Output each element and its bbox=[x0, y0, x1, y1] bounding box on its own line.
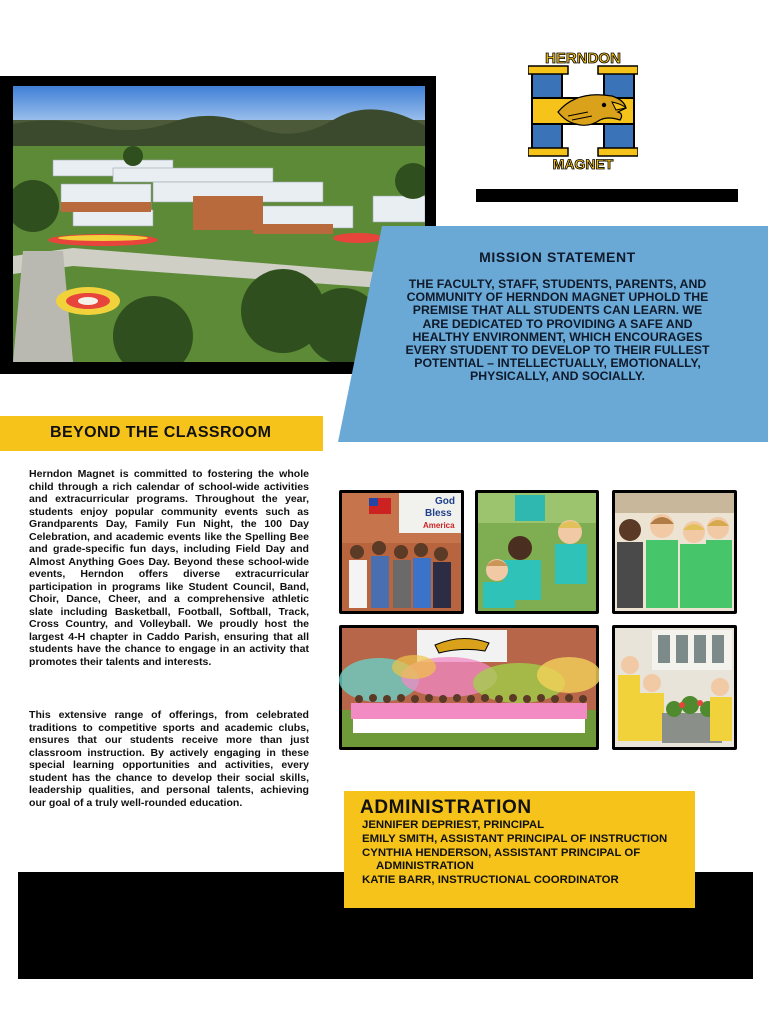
photo-students-green-shirts bbox=[612, 490, 737, 614]
beyond-paragraph-1: Herndon Magnet is committed to fostering the whole child through a rich calendar of school-wide activities and extracurricular programs. Throughout the year, students enjoy popular community events such as Grandparents Day, Family Fun Night, the 100 Day Celebration, and academic events like the Spelling Bee and grade-specific fun days, including Field Day and Almost Anything Goes Day. Beyond these school-wide events, Herndon offers diverse extracurricular participation in programs like Student Council, Band, Choir, Dance, Cheer, and a comprehensive athletic slate including Basketball, Football, Softball, Track, Cross Country, and Volleyball. We proudly host the largest 4-H chapter in Caddo Parish, ensuring that all students have the chance to engage in an activity that promotes their talents and interests. bbox=[29, 468, 309, 668]
photo-color-run bbox=[339, 625, 599, 750]
sign-text-1: God bbox=[435, 496, 455, 507]
photo-students-gardening bbox=[612, 625, 737, 750]
school-logo bbox=[528, 50, 638, 172]
sign-text-2: Bless bbox=[425, 508, 452, 519]
beyond-title: BEYOND THE CLASSROOM bbox=[50, 424, 272, 441]
admin-member: JENNIFER DEPRIEST, PRINCIPAL bbox=[362, 819, 545, 831]
administration-list bbox=[362, 819, 692, 888]
mission-text: THE FACULTY, STAFF, STUDENTS, PARENTS, AND COMMUNITY OF HERNDON MAGNET UPHOLD THE PREMISE THAT ALL STUDENTS CAN LEARN. WE ARE DEDICATED TO PROVIDING A SAFE AND HEALTHY ENVIRONMENT, WHICH ENCOURAGES EVERY STUDENT TO DEVELOP TO THEIR FULLEST POTENTIAL – INTELLECTUALLY, EMOTIONALLY, PHYSICALLY, AND SOCIALLY. bbox=[405, 277, 710, 384]
logo-divider-bar bbox=[476, 189, 738, 202]
beyond-paragraph-2: This extensive range of offerings, from celebrated traditions to competitive sports and academic clubs, ensures that our students receive more than just classroom instruction. By actively engaging in these special learning opportunities and activities, every student has the chance to develop their social skills, leadership qualities, and personal talents, achieving our goal of a truly well-rounded education. bbox=[29, 709, 309, 809]
admin-member: KATIE BARR, INSTRUCTIONAL COORDINATOR bbox=[362, 874, 619, 887]
logo-top-text: HERNDON bbox=[545, 50, 621, 67]
photo-students-field-day bbox=[475, 490, 599, 614]
logo-bottom-text: MAGNET bbox=[552, 156, 614, 172]
admin-member: CYNTHIA HENDERSON, ASSISTANT PRINCIPAL OF ADMINISTRATION bbox=[362, 846, 641, 873]
administration-title: ADMINISTRATION bbox=[360, 797, 532, 818]
photo-students-flags bbox=[339, 490, 464, 614]
sign-text-3: America bbox=[423, 521, 455, 530]
mission-title: MISSION STATEMENT bbox=[479, 249, 636, 265]
admin-member: EMILY SMITH, ASSISTANT PRINCIPAL OF INSTRUCTION bbox=[362, 832, 668, 845]
